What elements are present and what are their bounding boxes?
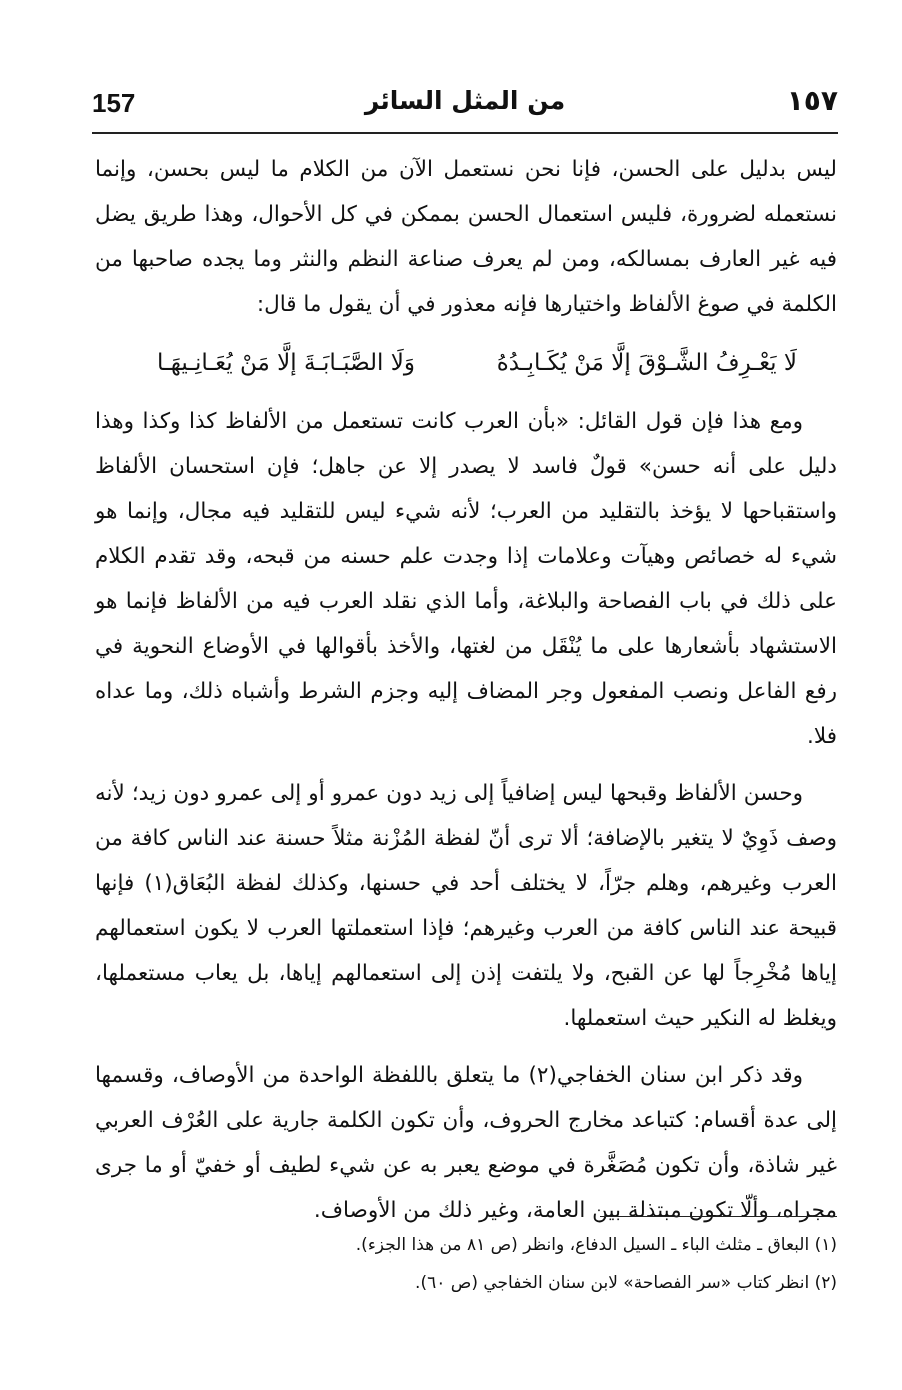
paragraph-2: ومع هذا فإن قول القائل: «بأن العرب كانت تستعمل من الألفاظ كذا وكذا وهذا دليل على أنه حسن» قولٌ فاسد لا يصدر إلا عن جاهل؛ فإن استحسان الألفاظ واستقباحها لا يؤخذ بالتقليد من العرب؛ لأنه شيء ليس للتقليد فيه مجال، وإنما هو شيء له خصائص وهيآت وعلامات إذا وجدت علم حسنه من قبحه، وقد تقدم الكلام على ذلك في باب الفصاحة والبلاغة، وأما الذي نقلد العرب فيه من الألفاظ فإنما هو الاستشهاد بأشعارها على ما يُنْقَل من لغتها، والأخذ بأقوالها في الأوضاع النحوية في رفع الفاعل ونصب المفعول وجر المضاف إليه وجزم الشرط وأشباه ذلك، وما عداه فلا. <box>95 409 837 749</box>
verse-first-hemistich: لَا يَعْـرِفُ الشَّـوْقَ إلَّا مَنْ يُكَـابِـدُهُ <box>496 350 797 376</box>
page-number-latin: 157 <box>92 88 136 118</box>
header-rule <box>92 132 838 134</box>
paragraph-4: وقد ذكر ابن سنان الخفاجي(٢) ما يتعلق باللفظة الواحدة من الأوصاف، وقسمها إلى عدة أقسام: كتباعد مخارج الحروف، وأن تكون الكلمة جارية على العُرْف العربي غير شاذة، وأن تكون مُصَغَّرة في موضع يعبر به عن شيء لطيف أو خفيّ أو ما جرى مجراه، وألّا تكون مبتذلة بين العامة، وغير ذلك من الأوصاف. <box>95 1063 837 1223</box>
body-text <box>95 147 837 1233</box>
poetry-verse <box>95 327 837 399</box>
page-number-arabic: ١٥٧ <box>786 84 838 117</box>
footnote-1: (١) البعاق ـ مثلث الباء ـ السيل الدفاع، وانظر (ص ٨١ من هذا الجزء). <box>355 1235 837 1255</box>
footnote-rule <box>600 1216 837 1217</box>
footnote-2: (٢) انظر كتاب «سر الفصاحة» لابن سنان الخفاجي (ص ٦٠). <box>415 1273 837 1293</box>
paragraph-1: ليس بدليل على الحسن، فإنا نحن نستعمل الآن من الكلام ما ليس بحسن، وإنما نستعمله لضرورة، فليس استعمال الحسن بممكن في كل الأحوال، وهذا طريق يضل فيه غير العارف بمسالكه، ومن لم يعرف صناعة النظم والنثر وما يجده صاحبها من الكلمة في صوغ الألفاظ واختيارها فإنه معذور في أن يقول ما قال: <box>95 157 837 317</box>
page-header <box>92 82 838 132</box>
verse-second-hemistich: وَلَا الصَّبَـابَـةَ إلَّا مَنْ يُعَـانِـيهَـا <box>157 350 415 376</box>
footnotes <box>95 1226 837 1302</box>
running-title: من المثل السائر <box>364 86 566 115</box>
paragraph-3: وحسن الألفاظ وقبحها ليس إضافياً إلى زيد دون عمرو أو إلى عمرو دون زيد؛ لأنه وصف ذَوِيٌ لا يتغير بالإضافة؛ ألا ترى أنّ لفظة المُزْنة مثلاً حسنة عند الناس كافة من العرب وغيرهم، وهلم جرّاً، لا يختلف أحد في حسنها، وكذلك لفظة البُعَاق(١) فإنها قبيحة عند الناس كافة من العرب وغيرهم؛ فإذا استعملتها العرب لا يكون استعمالهم إياها مُخْرِجاً لها عن القبح، ولا يلتفت إذن إلى استعمالهم إياها، بل يعاب مستعملها، ويغلظ له النكير حيث استعملها. <box>95 781 837 1031</box>
